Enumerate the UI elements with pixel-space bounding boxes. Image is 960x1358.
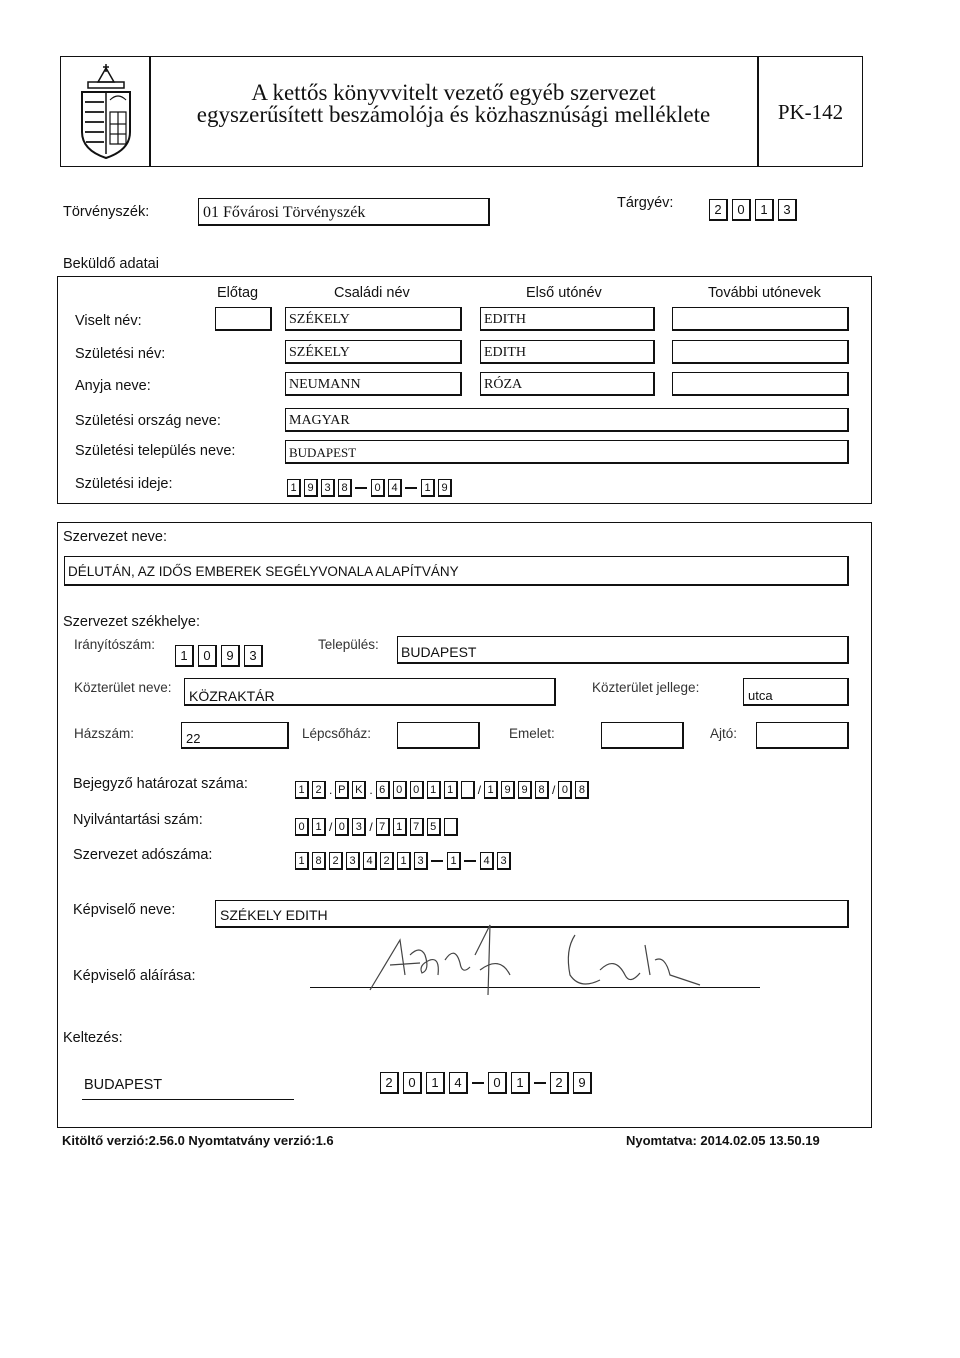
birth-city-value: BUDAPEST	[289, 445, 357, 460]
coat-of-arms-icon	[74, 62, 138, 162]
digit-cell: 9	[518, 781, 532, 799]
digit-cell: 7	[376, 818, 390, 836]
tax-number-label: Szervezet adószáma:	[73, 847, 213, 863]
used-prefix-field[interactable]	[215, 307, 272, 331]
birth-other-field[interactable]	[672, 340, 849, 364]
digit-cell: 2	[329, 852, 343, 870]
digit-cell: 1	[755, 199, 774, 221]
digit-cell: 0	[335, 818, 349, 836]
digit-cell: 8	[535, 781, 549, 799]
digit-cell: 7	[410, 818, 424, 836]
tax-number-field[interactable]	[295, 852, 514, 870]
stairway-label: Lépcsőház:	[302, 726, 372, 741]
digit-cell: 3	[244, 645, 263, 667]
digit-cell: 0	[371, 479, 385, 497]
digit-cell: 0	[295, 818, 309, 836]
street-type-value: utca	[748, 688, 773, 703]
digit-cell: 3	[414, 852, 428, 870]
record-number-field[interactable]: 0 1 / 0 3 / 7 1 7 5	[295, 818, 461, 836]
digit-cell: 8	[312, 852, 326, 870]
birth-country-label: Születési ország neve:	[75, 413, 221, 429]
house-number-label: Házszám:	[74, 726, 135, 741]
birth-name-label: Születési név:	[75, 346, 166, 362]
digit-cell: P	[335, 781, 349, 799]
digit-cell: 9	[501, 781, 515, 799]
footer-version: Kitöltő verzió:2.56.0 Nyomtatvány verzió:1.6	[62, 1133, 334, 1148]
sender-section-title: Beküldő adatai	[63, 256, 159, 272]
record-number-label: Nyilvántartási szám:	[73, 812, 203, 828]
col-first-name: Első utónév	[526, 285, 602, 301]
digit-cell: 3	[497, 852, 511, 870]
door-label: Ajtó:	[710, 726, 738, 741]
dated-label: Keltezés:	[63, 1030, 123, 1046]
digit-cell: 0	[403, 1072, 422, 1094]
street-label: Közterület neve:	[74, 680, 172, 695]
digit-cell: 0	[488, 1072, 507, 1094]
floor-field[interactable]	[601, 722, 684, 749]
city-label: Település:	[318, 637, 379, 652]
digit-cell: 5	[427, 818, 441, 836]
rep-name-label: Képviselő neve:	[73, 902, 176, 918]
form-title-line1: A kettős könyvvitelt vezető egyéb szervezet	[251, 80, 656, 105]
reg-decision-field[interactable]: 1 2 . P K . 6 0 0 1 1 / 1 9 9 8 / 0 8	[295, 781, 592, 799]
dated-place: BUDAPEST	[84, 1077, 163, 1093]
dated-date-field[interactable]	[380, 1072, 596, 1094]
mother-first-value: RÓZA	[484, 377, 523, 392]
digit-cell: 2	[709, 199, 728, 221]
mother-family-value: NEUMANN	[289, 377, 361, 392]
digit-cell: 6	[376, 781, 390, 799]
digit-cell: 0	[393, 781, 407, 799]
stairway-field[interactable]	[397, 722, 480, 749]
digit-cell: 1	[484, 781, 498, 799]
court-value: 01 Fővárosi Törvényszék	[203, 204, 366, 221]
digit-cell: 1	[447, 852, 461, 870]
zip-field[interactable]	[175, 645, 267, 667]
dated-place-underline	[82, 1099, 294, 1100]
house-number-value: 22	[186, 731, 201, 746]
digit-cell: 1	[287, 479, 301, 497]
digit-cell: 0	[732, 199, 751, 221]
year-field[interactable]	[709, 199, 801, 221]
digit-cell: 9	[221, 645, 240, 667]
digit-cell: 4	[388, 479, 402, 497]
court-label: Törvényszék:	[63, 204, 150, 220]
birth-date-label: Születési ideje:	[75, 476, 173, 492]
zip-label: Irányítószám:	[74, 637, 156, 652]
digit-cell	[461, 781, 475, 799]
used-name-label: Viselt név:	[75, 313, 142, 329]
digit-cell: 1	[426, 1072, 445, 1094]
digit-cell: 3	[346, 852, 360, 870]
digit-cell: 1	[511, 1072, 530, 1094]
street-type-label: Közterület jellege:	[592, 680, 700, 695]
door-field[interactable]	[756, 722, 849, 749]
digit-cell: 2	[312, 781, 326, 799]
birth-country-value: MAGYAR	[289, 413, 350, 428]
mother-other-field[interactable]	[672, 372, 849, 396]
birth-city-label: Születési település neve:	[75, 443, 236, 459]
rep-name-value: SZÉKELY EDITH	[220, 907, 328, 923]
form-code: PK-142	[777, 100, 844, 124]
digit-cell: 0	[410, 781, 424, 799]
digit-cell: 4	[480, 852, 494, 870]
floor-label: Emelet:	[509, 726, 555, 741]
year-label: Tárgyév:	[617, 195, 674, 211]
digit-cell: 1	[175, 645, 194, 667]
birth-date-field[interactable]	[287, 479, 455, 497]
digit-cell: 3	[352, 818, 366, 836]
digit-cell: 4	[363, 852, 377, 870]
street-value: KÖZRAKTÁR	[189, 688, 275, 704]
digit-cell: 4	[449, 1072, 468, 1094]
digit-cell: 1	[421, 479, 435, 497]
digit-cell: 8	[575, 781, 589, 799]
digit-cell: 2	[550, 1072, 569, 1094]
used-other-field[interactable]	[672, 307, 849, 331]
digit-cell: 1	[397, 852, 411, 870]
form-title-line2: egyszerűsített beszámolója és közhasznúsági melléklete	[196, 102, 711, 127]
digit-cell: 1	[444, 781, 458, 799]
col-other-names: További utónevek	[708, 285, 821, 301]
digit-cell: 1	[312, 818, 326, 836]
org-name-label: Szervezet neve:	[63, 529, 167, 545]
digit-cell: 1	[295, 781, 309, 799]
digit-cell: 9	[573, 1072, 592, 1094]
org-seat-label: Szervezet székhelye:	[63, 614, 201, 630]
digit-cell: 9	[304, 479, 318, 497]
birth-city-field[interactable]	[285, 440, 849, 464]
digit-cell: 2	[380, 852, 394, 870]
city-value: BUDAPEST	[401, 644, 477, 660]
footer-printed: Nyomtatva: 2014.02.05 13.50.19	[626, 1133, 820, 1148]
digit-cell: K	[352, 781, 366, 799]
mother-name-label: Anyja neve:	[75, 378, 151, 394]
digit-cell: 9	[438, 479, 452, 497]
digit-cell: 0	[558, 781, 572, 799]
birth-family-value: SZÉKELY	[289, 345, 350, 360]
handwritten-signature	[360, 915, 720, 1005]
digit-cell: 0	[198, 645, 217, 667]
digit-cell: 1	[427, 781, 441, 799]
digit-cell: 1	[295, 852, 309, 870]
used-family-value: SZÉKELY	[289, 312, 350, 327]
digit-cell: 8	[338, 479, 352, 497]
digit-cell: 3	[321, 479, 335, 497]
reg-decision-label: Bejegyző határozat száma:	[73, 776, 248, 792]
birth-first-value: EDITH	[484, 345, 526, 360]
used-first-value: EDITH	[484, 312, 526, 327]
org-name-value: DÉLUTÁN, AZ IDŐS EMBEREK SEGÉLYVONALA ALAPÍTVÁNY	[68, 564, 459, 579]
digit-cell: 1	[393, 818, 407, 836]
col-family-name: Családi név	[334, 285, 410, 301]
digit-cell: 2	[380, 1072, 399, 1094]
digit-cell	[444, 818, 458, 836]
digit-cell: 3	[778, 199, 797, 221]
col-prefix: Előtag	[217, 285, 259, 301]
rep-signature-label: Képviselő aláírása:	[73, 968, 196, 984]
birth-country-field[interactable]	[285, 408, 849, 432]
